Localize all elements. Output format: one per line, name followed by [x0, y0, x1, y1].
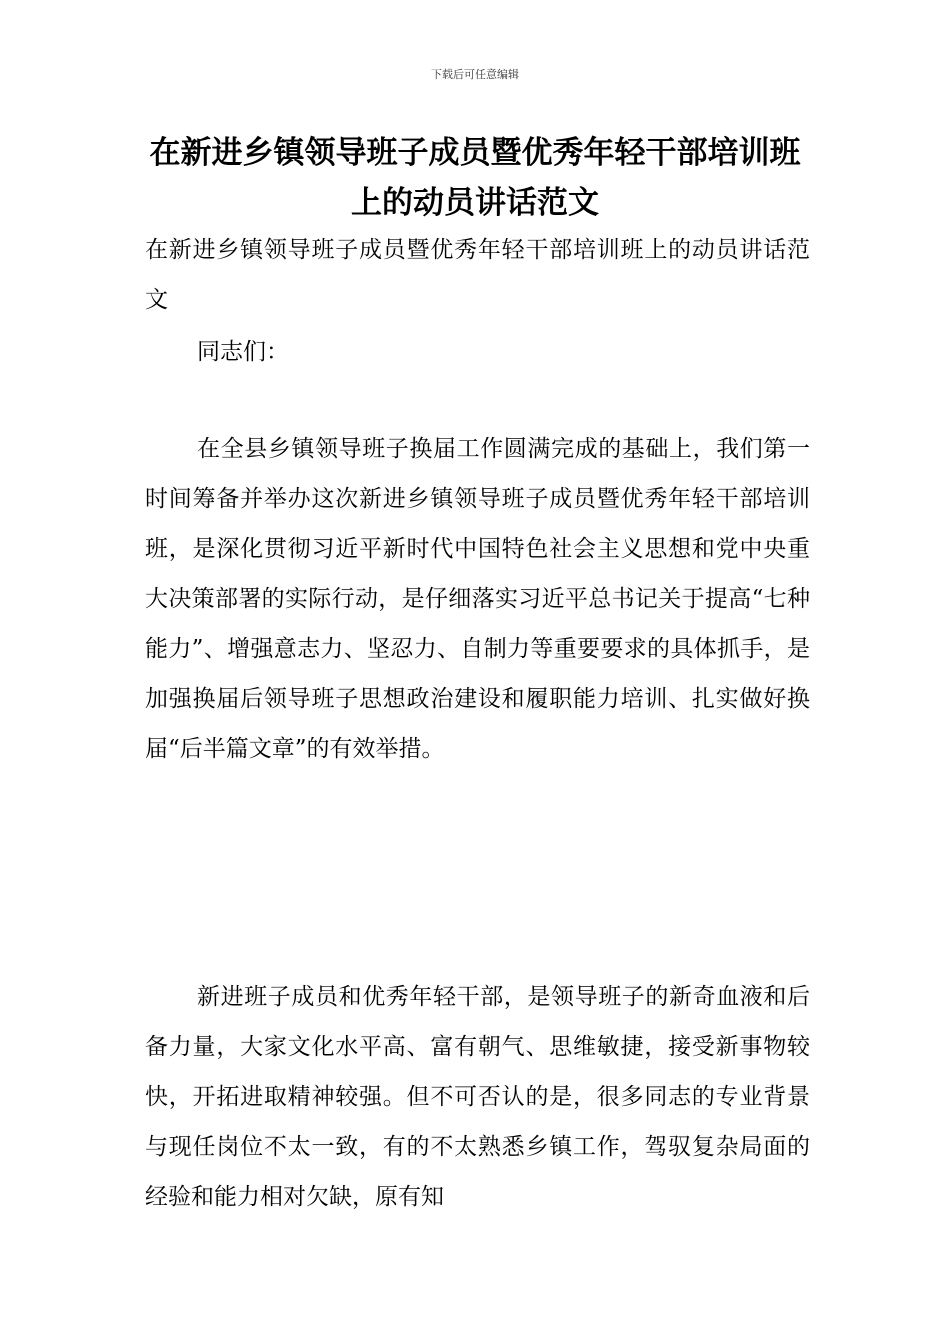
page-header: 下载后可任意编辑 — [431, 68, 519, 81]
paragraph-2: 新进班子成员和优秀年轻干部，是领导班子的新奇血液和后备力量，大家文化水平高、富有朝气、思维敏捷，接受新事物较快，开拓进取精神较强。但不可否认的是，很多同志的专业背景与现任岗位不太一致，有的不太熟悉乡镇工作，驾驭复杂局面的经验和能力相对欠缺，原有知 — [145, 984, 810, 1210]
greeting: 同志们： — [197, 339, 289, 365]
document-subtitle: 在新进乡镇领导班子成员暨优秀年轻干部培训班上的动员讲话范文 — [145, 237, 810, 313]
paragraph-1: 在全县乡镇领导班子换届工作圆满完成的基础上，我们第一时间筹备并举办这次新进乡镇领导班子成员暨优秀年轻干部培训班，是深化贯彻习近平新时代中国特色社会主义思想和党中央重大决策部署的实际行动，是仔细落实习近平总书记关于提高“七种能力”、增强意志力、坚忍力、自制力等重要要求的具体抓手，是加强换届后领导班子思想政治建设和履职能力培训、扎实做好换届“后半篇文章”的有效举措。 — [145, 436, 810, 762]
document-title: 在新进乡镇领导班子成员暨优秀年轻干部培训班上的动员讲话范文 — [149, 135, 801, 221]
